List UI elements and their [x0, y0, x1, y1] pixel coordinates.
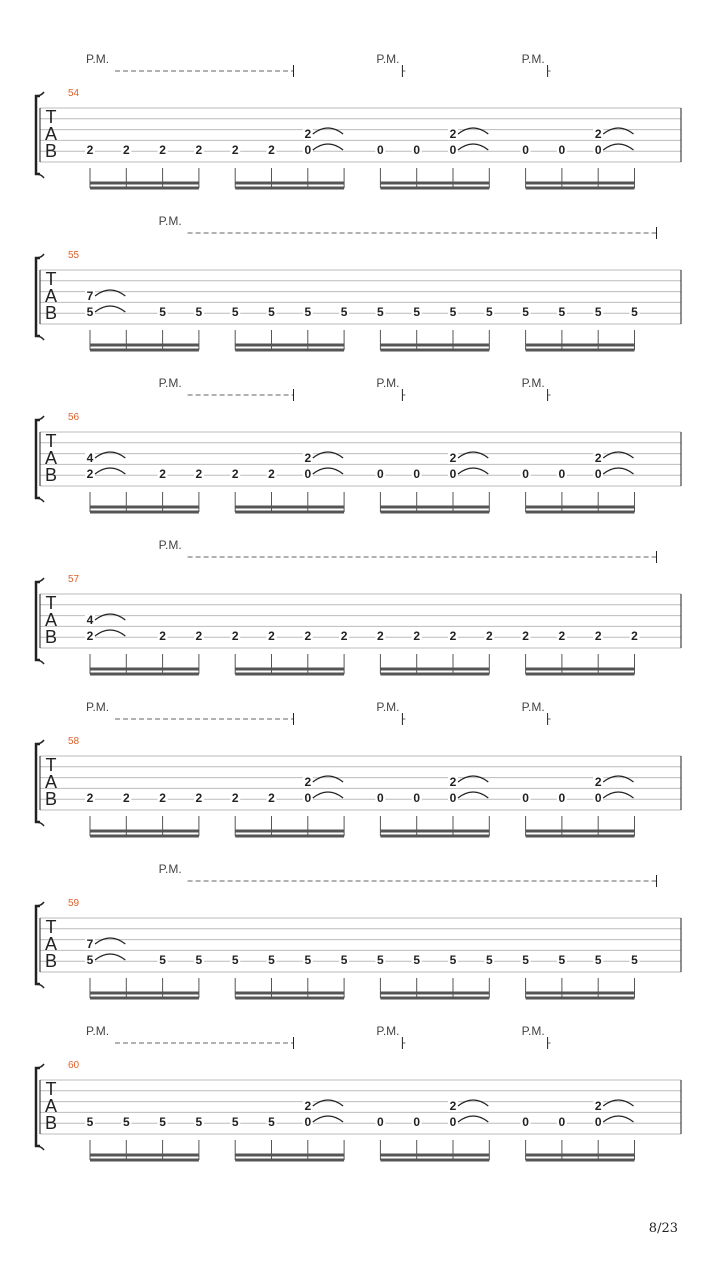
fret-number: 0: [522, 1115, 529, 1129]
tab-clef-a: A: [44, 286, 58, 306]
tie-arc-lower: [313, 468, 343, 474]
tab-clef-t: T: [45, 593, 57, 613]
fret-number: 5: [485, 953, 493, 967]
tie-arc-upper: [603, 1100, 633, 1106]
fret-number: 0: [558, 791, 566, 805]
fret-number: 2: [377, 629, 384, 643]
fret-number: 2: [231, 143, 239, 157]
fret-number: 5: [86, 305, 94, 319]
fret-number: 2: [231, 467, 239, 481]
bracket-hook-top: [36, 902, 44, 906]
fret-number: 0: [304, 1115, 312, 1129]
fret-number: 2: [522, 629, 529, 643]
staff-bracket: [36, 420, 40, 498]
tie-arc-lower: [313, 792, 343, 798]
tie-arc-lower: [95, 630, 125, 636]
bracket-hook-top: [36, 740, 44, 744]
measure-number: 59: [68, 898, 80, 909]
tie-arc-upper: [313, 1100, 343, 1106]
staff-bracket: [36, 582, 40, 660]
fret-number: 0: [558, 143, 566, 157]
bracket-hook-bottom: [36, 498, 44, 502]
fret-number: 2: [231, 629, 239, 643]
palm-mute-label: P.M.: [376, 52, 400, 66]
tie-arc-upper: [603, 776, 633, 782]
fret-number: 5: [522, 305, 529, 319]
fret-number-upper: 2: [304, 1099, 312, 1113]
bracket-hook-bottom: [36, 174, 44, 178]
fret-number: 2: [268, 467, 275, 481]
fret-number: 5: [631, 305, 638, 319]
measure-number: 55: [68, 250, 80, 261]
staff-bracket: [36, 906, 40, 984]
fret-number: 0: [522, 143, 529, 157]
fret-number: 0: [449, 791, 457, 805]
bracket-hook-top: [36, 1064, 44, 1068]
fret-number: 2: [340, 629, 348, 643]
fret-number: 5: [485, 305, 493, 319]
tie-arc-lower: [458, 144, 488, 150]
tie-arc-upper: [95, 614, 125, 620]
fret-number: 5: [268, 1115, 275, 1129]
fret-number: 5: [558, 305, 566, 319]
palm-mute-label: P.M.: [86, 1024, 110, 1038]
fret-number: 0: [449, 467, 457, 481]
tab-clef-a: A: [44, 124, 58, 144]
tab-clef-b: B: [44, 303, 58, 323]
fret-number: 5: [159, 1115, 166, 1129]
tie-arc-upper: [313, 128, 343, 134]
measure-number: 58: [68, 736, 80, 747]
staff-bracket: [36, 744, 40, 822]
fret-number: 5: [631, 953, 638, 967]
fret-number: 5: [159, 305, 166, 319]
tie-arc-upper: [603, 128, 633, 134]
fret-number: 2: [195, 467, 203, 481]
tie-arc-lower: [95, 306, 125, 312]
tie-arc-lower: [603, 1116, 633, 1122]
fret-number: 5: [594, 305, 602, 319]
fret-number: 0: [594, 791, 602, 805]
tie-arc-upper: [458, 128, 488, 134]
tab-clef-t: T: [45, 269, 57, 289]
fret-number: 2: [86, 143, 94, 157]
fret-number: 0: [377, 143, 384, 157]
tie-arc-lower: [603, 792, 633, 798]
staff-bracket: [36, 1068, 40, 1146]
fret-number-upper: 2: [594, 775, 602, 789]
tie-arc-lower: [603, 144, 633, 150]
fret-number: 0: [377, 467, 384, 481]
palm-mute-label: P.M.: [158, 862, 182, 876]
palm-mute-label: P.M.: [521, 376, 545, 390]
bracket-hook-top: [36, 92, 44, 96]
fret-number-upper: 4: [86, 613, 94, 627]
fret-number: 0: [558, 1115, 566, 1129]
palm-mute-label: P.M.: [376, 1024, 400, 1038]
fret-number-upper: 7: [86, 937, 94, 951]
fret-number: 2: [231, 791, 239, 805]
fret-number: 5: [594, 953, 602, 967]
fret-number-upper: 2: [304, 127, 312, 141]
fret-number: 5: [159, 953, 166, 967]
tab-clef-t: T: [45, 107, 57, 127]
fret-number: 5: [558, 953, 566, 967]
fret-number: 2: [304, 629, 312, 643]
tab-clef-b: B: [44, 627, 58, 647]
fret-number-upper: 2: [594, 451, 602, 465]
fret-number: 0: [304, 143, 312, 157]
fret-number: 0: [304, 791, 312, 805]
bracket-hook-top: [36, 416, 44, 420]
fret-number: 2: [159, 791, 166, 805]
palm-mute-label: P.M.: [521, 1024, 545, 1038]
tie-arc-lower: [603, 468, 633, 474]
tab-clef-b: B: [44, 141, 58, 161]
fret-number: 5: [86, 1115, 94, 1129]
fret-number: 5: [377, 953, 384, 967]
fret-number: 2: [159, 143, 166, 157]
tab-clef-a: A: [44, 610, 58, 630]
staff-bracket: [36, 96, 40, 174]
tab-clef-a: A: [44, 934, 58, 954]
tie-arc-upper: [603, 452, 633, 458]
fret-number: 0: [558, 467, 566, 481]
fret-number: 0: [413, 467, 421, 481]
tie-arc-upper: [458, 776, 488, 782]
fret-number: 5: [268, 305, 275, 319]
tab-clef-a: A: [44, 1096, 58, 1116]
fret-number: 0: [413, 791, 421, 805]
fret-number: 0: [594, 143, 602, 157]
fret-number: 0: [413, 143, 421, 157]
fret-number-upper: 2: [449, 775, 457, 789]
fret-number: 2: [122, 791, 130, 805]
tie-arc-upper: [313, 776, 343, 782]
fret-number: 0: [522, 467, 529, 481]
staff-bracket: [36, 258, 40, 336]
fret-number: 0: [522, 791, 529, 805]
fret-number-upper: 4: [86, 451, 94, 465]
fret-number: 2: [485, 629, 493, 643]
tie-arc-upper: [313, 452, 343, 458]
fret-number: 2: [195, 791, 203, 805]
tab-clef-a: A: [44, 448, 58, 468]
tab-clef-b: B: [44, 789, 58, 809]
tie-arc-upper: [95, 452, 125, 458]
palm-mute-label: P.M.: [86, 52, 110, 66]
tab-clef-t: T: [45, 1079, 57, 1099]
fret-number-upper: 2: [304, 451, 312, 465]
tie-arc-lower: [458, 792, 488, 798]
fret-number: 0: [594, 1115, 602, 1129]
fret-number: 2: [558, 629, 566, 643]
fret-number: 5: [449, 305, 457, 319]
fret-number: 5: [122, 1115, 130, 1129]
fret-number: 5: [86, 953, 94, 967]
fret-number-upper: 2: [449, 1099, 457, 1113]
fret-number: 5: [413, 305, 421, 319]
fret-number: 5: [340, 305, 348, 319]
fret-number: 2: [631, 629, 638, 643]
fret-number-upper: 2: [594, 1099, 602, 1113]
fret-number: 2: [268, 791, 275, 805]
fret-number-upper: 2: [594, 127, 602, 141]
tie-arc-upper: [95, 938, 125, 944]
fret-number: 0: [377, 1115, 384, 1129]
fret-number: 5: [377, 305, 384, 319]
measure-number: 60: [68, 1060, 80, 1071]
tie-arc-lower: [95, 954, 125, 960]
palm-mute-label: P.M.: [521, 52, 545, 66]
fret-number: 2: [195, 629, 203, 643]
fret-number: 0: [413, 1115, 421, 1129]
palm-mute-label: P.M.: [376, 700, 400, 714]
tab-clef-t: T: [45, 755, 57, 775]
bracket-hook-bottom: [36, 984, 44, 988]
tab-clef-b: B: [44, 1113, 58, 1133]
fret-number: 5: [195, 1115, 203, 1129]
fret-number: 2: [449, 629, 457, 643]
fret-number-upper: 7: [86, 289, 94, 303]
tab-clef-b: B: [44, 951, 58, 971]
tab-clef-t: T: [45, 431, 57, 451]
fret-number: 5: [195, 953, 203, 967]
fret-number: 2: [86, 791, 94, 805]
tie-arc-lower: [313, 144, 343, 150]
fret-number: 0: [304, 467, 312, 481]
tie-arc-lower: [95, 468, 125, 474]
tie-arc-upper: [458, 1100, 488, 1106]
palm-mute-label: P.M.: [158, 376, 182, 390]
page-number: 8/23: [648, 1221, 678, 1236]
bracket-hook-bottom: [36, 1146, 44, 1150]
tab-clef-b: B: [44, 465, 58, 485]
bracket-hook-bottom: [36, 822, 44, 826]
bracket-hook-bottom: [36, 660, 44, 664]
tab-clef-t: T: [45, 917, 57, 937]
tie-arc-lower: [458, 468, 488, 474]
measure-number: 54: [68, 88, 80, 99]
fret-number-upper: 2: [449, 451, 457, 465]
tie-arc-upper: [458, 452, 488, 458]
fret-number: 2: [86, 467, 94, 481]
tie-arc-lower: [313, 1116, 343, 1122]
fret-number: 2: [86, 629, 94, 643]
bracket-hook-bottom: [36, 336, 44, 340]
fret-number: 5: [231, 305, 239, 319]
fret-number: 5: [231, 1115, 239, 1129]
fret-number: 0: [449, 1115, 457, 1129]
fret-number: 2: [413, 629, 421, 643]
fret-number: 5: [449, 953, 457, 967]
tie-arc-lower: [458, 1116, 488, 1122]
fret-number: 2: [159, 467, 166, 481]
fret-number: 2: [195, 143, 203, 157]
fret-number: 2: [159, 629, 166, 643]
fret-number: 5: [268, 953, 275, 967]
palm-mute-label: P.M.: [158, 214, 182, 228]
tie-arc-upper: [95, 290, 125, 296]
palm-mute-label: P.M.: [521, 700, 545, 714]
bracket-hook-top: [36, 578, 44, 582]
fret-number: 5: [231, 953, 239, 967]
fret-number: 2: [122, 143, 130, 157]
fret-number: 5: [413, 953, 421, 967]
fret-number-upper: 2: [304, 775, 312, 789]
palm-mute-label: P.M.: [86, 700, 110, 714]
bracket-hook-top: [36, 254, 44, 258]
fret-number: 0: [594, 467, 602, 481]
fret-number: 0: [377, 791, 384, 805]
fret-number: 0: [449, 143, 457, 157]
fret-number: 5: [522, 953, 529, 967]
measure-number: 57: [68, 574, 80, 585]
fret-number: 2: [594, 629, 602, 643]
fret-number: 2: [268, 629, 275, 643]
measure-number: 56: [68, 412, 80, 423]
fret-number: 5: [304, 305, 312, 319]
fret-number: 2: [268, 143, 275, 157]
palm-mute-label: P.M.: [376, 376, 400, 390]
palm-mute-label: P.M.: [158, 538, 182, 552]
fret-number: 5: [195, 305, 203, 319]
fret-number: 5: [340, 953, 348, 967]
fret-number-upper: 2: [449, 127, 457, 141]
fret-number: 5: [304, 953, 312, 967]
tab-clef-a: A: [44, 772, 58, 792]
